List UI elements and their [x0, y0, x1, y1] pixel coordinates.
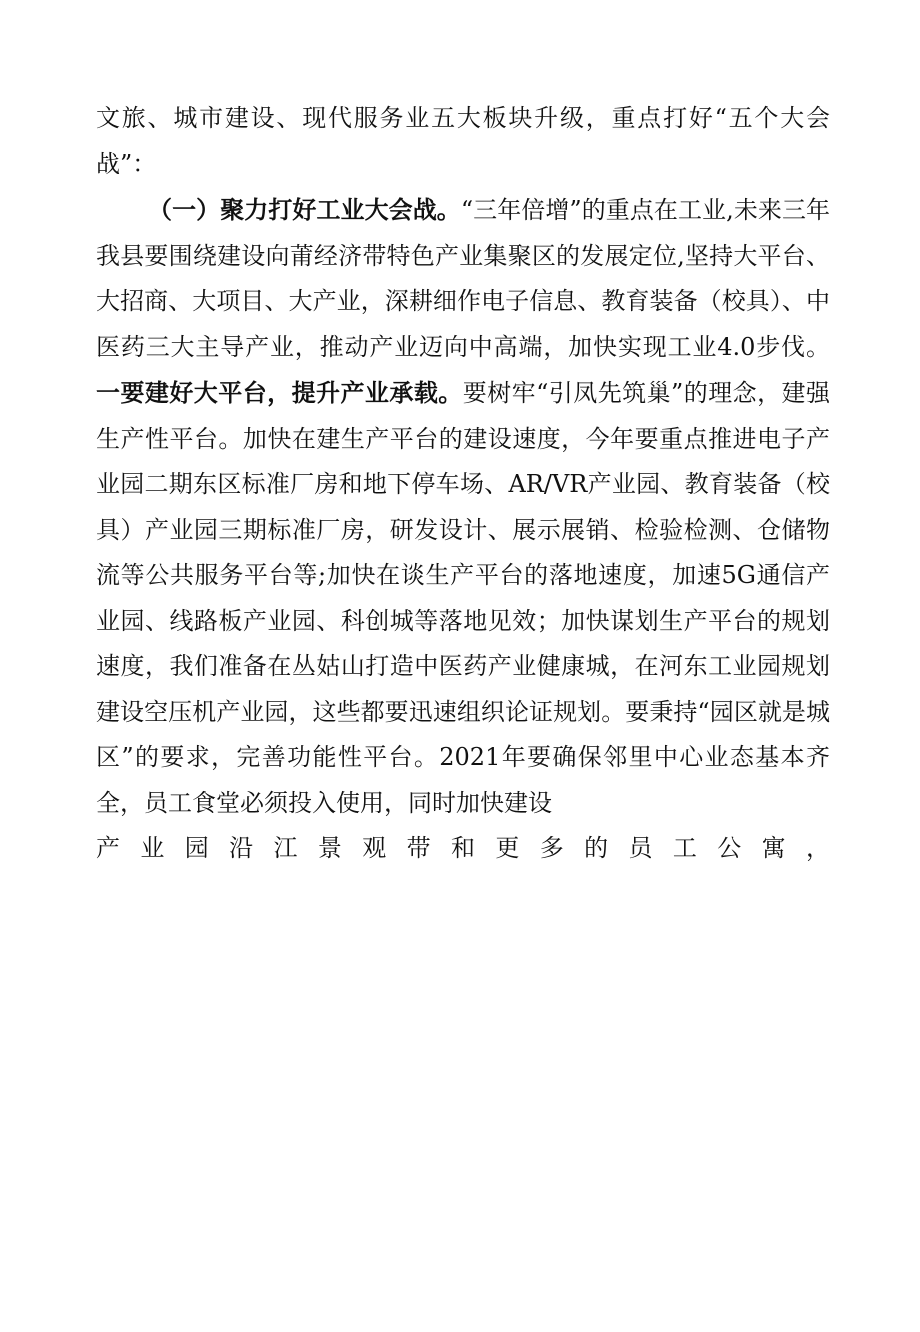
- document-body: [96, 96, 830, 872]
- section-heading: （一）聚力打好工业大会战。: [148, 195, 461, 224]
- sub-heading: 一要建好大平台，提升产业承载。: [96, 378, 463, 407]
- paragraph-text: “三年倍增”的重点在工业,未来三年我县要围绕建设向莆经济带特色产业集聚区的发展定位,坚持大平台、大招商、大项目、大产业，深耕细作电子信息、教育装备（校具）、中医药三大主导产业，推动产业迈向中高端，加快实现工业4.0步伐。: [96, 196, 831, 361]
- paragraph-intro: 文旅、城市建设、现代服务业五大板块升级，重点打好“五个大会战”：: [96, 104, 830, 178]
- paragraph-industry: [96, 187, 830, 826]
- paragraph-text-continued: 要树牢“引凤先筑巢”的理念，建强生产性平台。加快在建生产平台的建设速度，今年要重点推进电子产业园二期东区标准厂房和地下停车场、AR/VR产业园、教育装备（校具）产业园三期标准厂房，研发设计、展示展销、检验检测、仓储物流等公共服务平台等;加快在谈生产平台的落地速度，加速5G通信产业园、线路板产业园、科创城等落地见效；加快谋划生产平台的规划速度，我们准备在丛姑山打造中医药产业健康城，在河东工业园规划建设空压机产业园，这些都要迅速组织论证规划。要秉持“园区就是城区”的要求，完善功能性平台。2021年要确保邻里中心业态基本齐全，员工食堂必须投入使用，同时加快建设: [96, 379, 830, 817]
- paragraph-last-line: 产业园沿江景观带和更多的员工公寓，: [96, 834, 830, 862]
